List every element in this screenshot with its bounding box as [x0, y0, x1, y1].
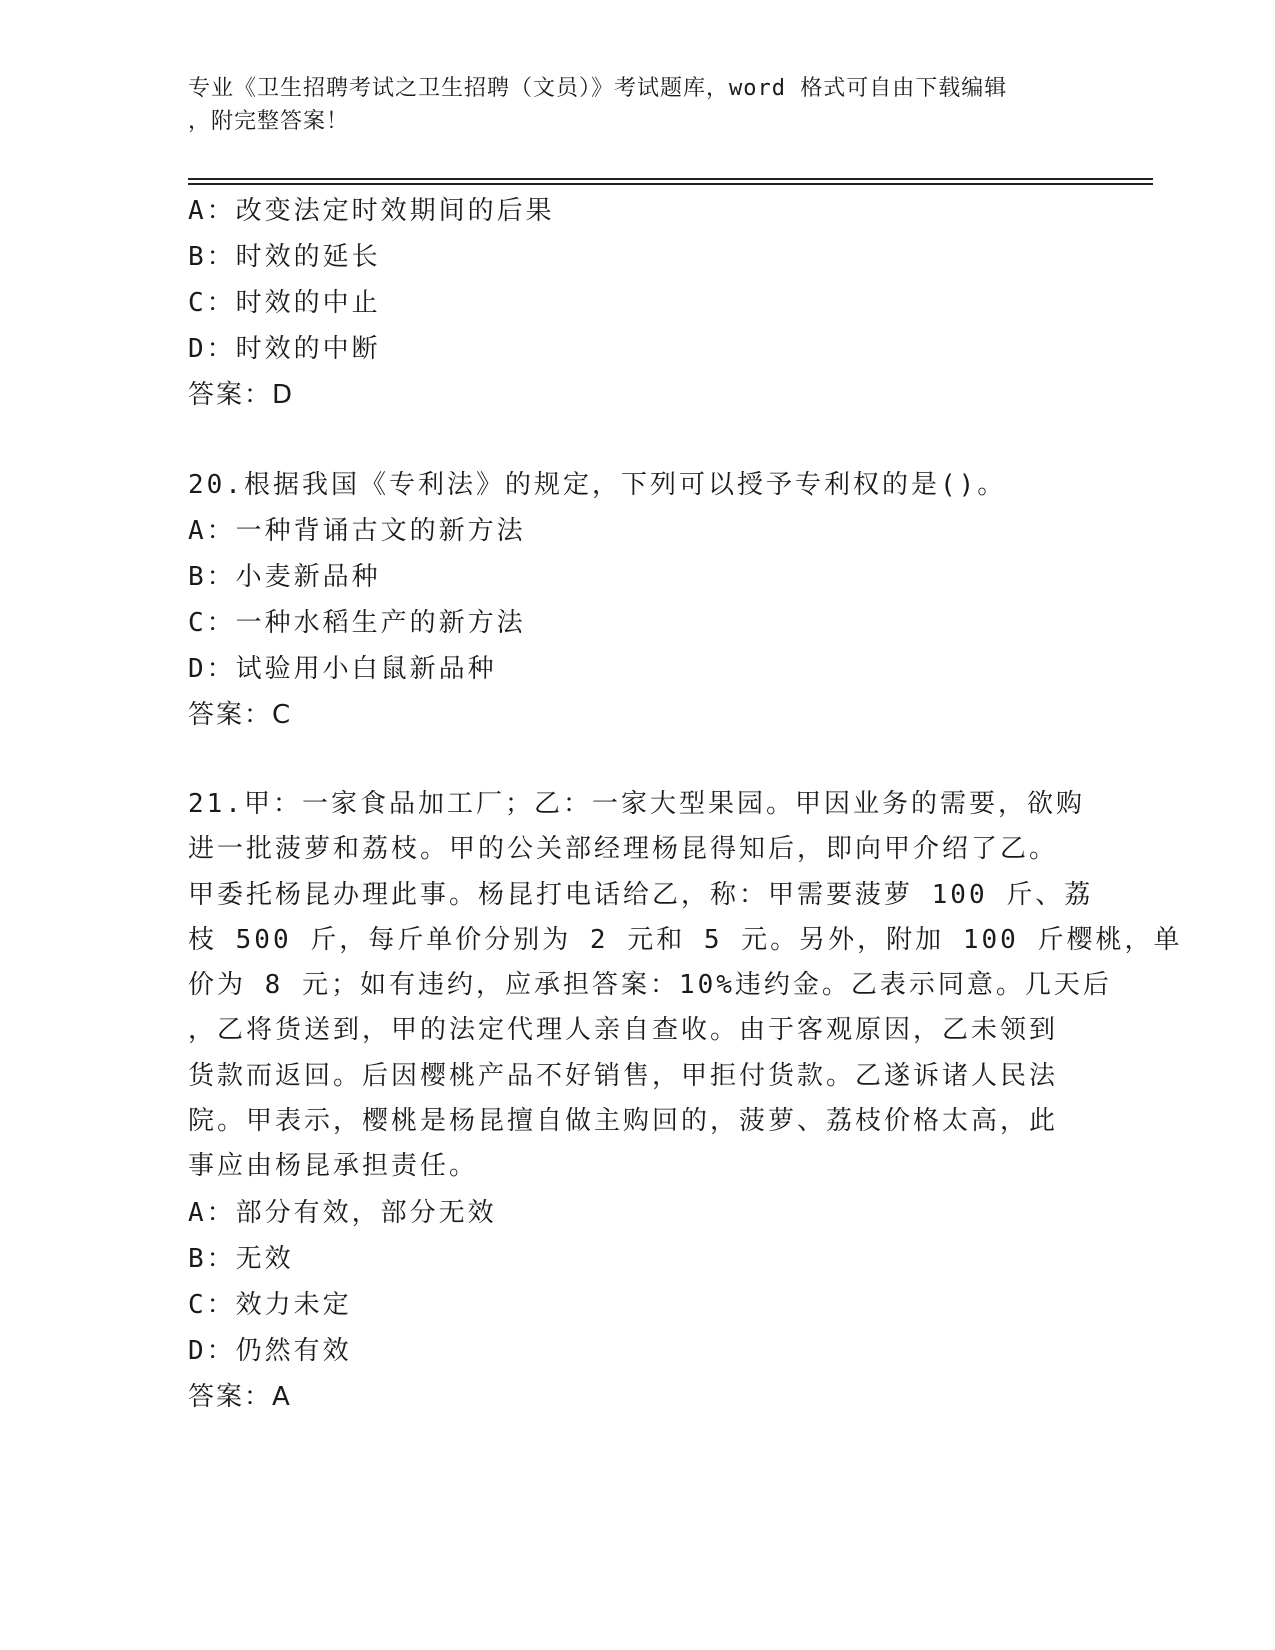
spacer: [188, 418, 1088, 462]
question-20-option-b: B：小麦新品种: [188, 562, 381, 592]
question-19-answer: 答案：D: [188, 380, 295, 410]
question-21-line: 货款而返回。后因樱桃产品不好销售，甲拒付货款。乙遂诉诸人民法: [188, 1060, 1059, 1091]
question-21-text: [188, 782, 1183, 1190]
question-20-text: 20.根据我国《专利法》的规定，下列可以授予专利权的是()。: [188, 470, 1007, 500]
question-19-option-d: D：时效的中断: [188, 334, 381, 364]
question-20-answer: 答案：C: [188, 700, 293, 730]
spacer: [188, 738, 1088, 782]
question-21-block: [188, 782, 1183, 1420]
question-21-answer: 答案：A: [188, 1381, 292, 1412]
question-21-line: 进一批菠萝和荔枝。甲的公关部经理杨昆得知后，即向甲介绍了乙。: [188, 834, 1059, 865]
question-content: [188, 188, 1183, 1420]
question-19-option-b: B：时效的延长: [188, 242, 381, 272]
question-20-option-a: A：一种背诵古文的新方法: [188, 516, 526, 546]
question-19-option-c: C：时效的中止: [188, 288, 381, 318]
question-20-block: [188, 462, 1088, 738]
header-line-1: 专业《卫生招聘考试之卫生招聘（文员）》考试题库，word 格式可自由下载编辑: [188, 76, 1008, 101]
question-21-option-b: B：无效: [188, 1243, 294, 1274]
question-21-option-d: D：仍然有效: [188, 1335, 352, 1366]
document-header: [188, 72, 1088, 138]
header-divider-bottom: [188, 183, 1153, 185]
question-21-line: 院。甲表示，樱桃是杨昆擅自做主购回的，菠萝、荔枝价格太高，此: [188, 1106, 1059, 1137]
question-19-block: [188, 188, 1088, 418]
header-line-2: ，附完整答案！: [188, 109, 350, 134]
question-20-option-d: D：试验用小白鼠新品种: [188, 654, 497, 684]
question-21-line: 事应由杨昆承担责任。: [188, 1151, 479, 1182]
question-21-line: 21.甲：一家食品加工厂；乙：一家大型果园。甲因业务的需要，欲购: [188, 789, 1085, 819]
question-19-option-a: A：改变法定时效期间的后果: [188, 196, 555, 226]
question-21-line: ，乙将货送到，甲的法定代理人亲自查收。由于客观原因，乙未领到: [188, 1015, 1059, 1046]
question-21-option-c: C：效力未定: [188, 1289, 352, 1320]
question-21-line: 价为 8 元；如有违约，应承担答案：10%违约金。乙表示同意。几天后: [188, 970, 1112, 1001]
header-divider-top: [188, 178, 1153, 180]
question-21-line: 枝 500 斤，每斤单价分别为 2 元和 5 元。另外，附加 100 斤樱桃，单: [188, 924, 1183, 955]
question-20-option-c: C：一种水稻生产的新方法: [188, 608, 526, 638]
question-21-option-a: A：部分有效，部分无效: [188, 1197, 497, 1228]
question-21-line: 甲委托杨昆办理此事。杨昆打电话给乙，称：甲需要菠萝 100 斤、荔: [188, 879, 1094, 910]
